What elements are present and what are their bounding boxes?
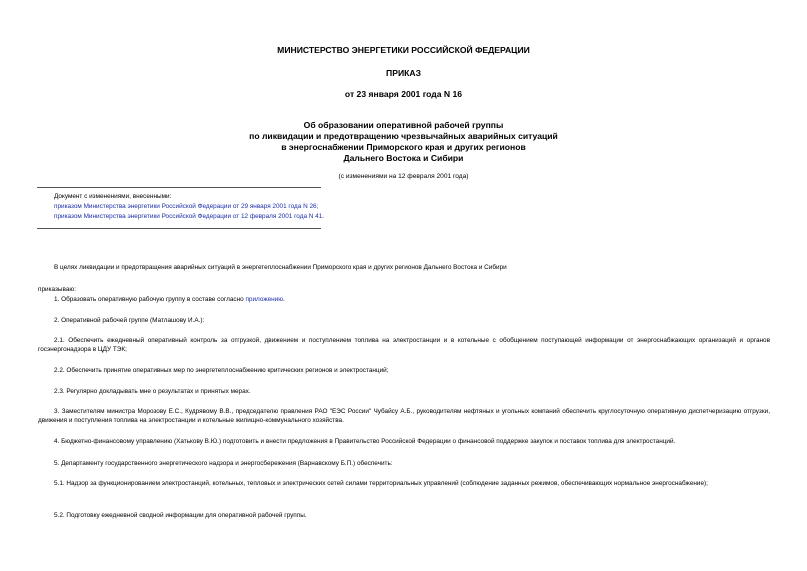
ministry-heading: МИНИСТЕРСТВО ЭНЕРГЕТИКИ РОССИЙСКОЙ ФЕДЕРАЦИИ — [277, 45, 530, 55]
paragraph-2-3: 2.3. Регулярно докладывать мне о результатах и принятых мерах. — [54, 388, 251, 395]
paragraph-5-1: 5.1. Надзор за функционированием электростанций, котельных, тепловых и электрических сетей силами территориальных управлений (соблюдение заданных режимов, обеспечивающих нормальное энергоснабжение); — [54, 480, 708, 487]
changes-intro: Документ с изменениями, внесенными: — [54, 193, 172, 200]
divider-bottom — [37, 228, 321, 229]
change-link[interactable]: приказом Министерства энергетики Российской Федерации от 29 января 2001 года N 26; — [54, 203, 319, 210]
paragraph-5: 5. Департаменту государственного энергетического надзора и энергосбережения (Варнавскому Б.П.) обеспечить: — [54, 460, 393, 467]
doc-type-heading: ПРИКАЗ — [386, 68, 421, 78]
paragraph-2: 2. Оперативной рабочей группе (Матлашову И.А.): — [54, 317, 205, 324]
doc-title-line: Дальнего Востока и Сибири — [343, 153, 464, 163]
change-link[interactable]: приказом Министерства энергетики Российской Федерации от 12 февраля 2001 года N 41. — [54, 213, 325, 220]
doc-title-line: Об образовании оперативной рабочей группы — [303, 120, 504, 130]
paragraph-1-end: . — [283, 296, 285, 303]
paragraph-5-2: 5.2. Подготовку ежедневной сводной информации для оперативной рабочей группы. — [54, 512, 307, 519]
order-word: приказываю: — [38, 286, 76, 293]
paragraph-2-2: 2.2. Обеспечить принятие оперативных мер по энергетеплоснабжению критических регионов и электростанций; — [54, 367, 389, 374]
paragraph-4: 4. Бюджетно-финансовому управлению (Хатькову В.Ю.) подготовить и внести предложения в Правительство Российской Федерации о финансовой поддержке закупок и поставок топлива для электростанций. — [54, 438, 676, 445]
divider-top — [37, 187, 321, 188]
doc-title-line: в энергоснабжении Приморского края и других регионов — [281, 142, 526, 152]
paragraph-1 — [54, 295, 285, 304]
paragraph-1-text: 1. Образовать оперативную рабочую группу в составе согласно — [54, 296, 246, 303]
preamble-paragraph: В целях ликвидации и предотвращения аварийных ситуаций в энергетеплоснабжении Приморского края и других регионов Дальнего Востока и Сибири — [54, 264, 507, 271]
revision-note: (с изменениями на 12 февраля 2001 года) — [338, 173, 469, 180]
paragraph-2-1: 2.1. Обеспечить ежедневный оперативный контроль за отгрузкой, движением и поступлением топлива на электростанции и в котельные с обобщением поступающей информации от энергоснабжающих организаций и органов госэнергонадзора в ЦДУ ТЭК; — [38, 337, 770, 353]
appendix-link[interactable]: приложению — [245, 296, 284, 303]
doc-title-line: по ликвидации и предотвращению чрезвычайных аварийных ситуаций — [249, 131, 558, 141]
paragraph-3: 3. Заместителям министра Морозову Е.С., Кудрявому В.В., председателю правления РАО "ЕЭС России" Чубайсу А.Б., руководителям нефтяных и угольных компаний обеспечить круглосуточную оперативную диспетчеризацию отгрузки, движения и поступления топлива на электростанции и котельные жилищно-коммунального хозяйства. — [38, 408, 770, 424]
doc-date: от 23 января 2001 года N 16 — [344, 89, 463, 99]
